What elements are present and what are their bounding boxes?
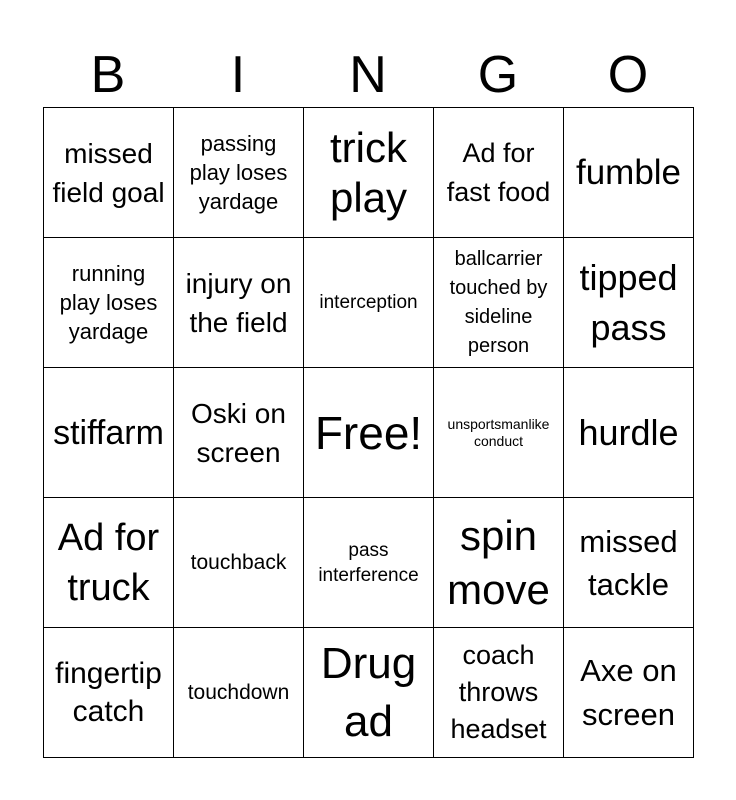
bingo-cell[interactable]: coach throws headset bbox=[434, 628, 564, 758]
bingo-grid bbox=[43, 107, 694, 758]
bingo-header bbox=[43, 42, 693, 108]
grid-row bbox=[44, 498, 694, 628]
header-letter-o: O bbox=[607, 46, 649, 104]
bingo-cell[interactable]: trick play bbox=[304, 108, 434, 238]
bingo-cell[interactable]: tipped pass bbox=[564, 238, 694, 368]
bingo-cell[interactable]: spin move bbox=[434, 498, 564, 628]
bingo-cell[interactable]: missed tackle bbox=[564, 498, 694, 628]
bingo-cell[interactable]: touchdown bbox=[174, 628, 304, 758]
bingo-cell[interactable]: stiffarm bbox=[44, 368, 174, 498]
bingo-cell[interactable]: fingertip catch bbox=[44, 628, 174, 758]
grid-row bbox=[44, 238, 694, 368]
bingo-cell[interactable]: pass interference bbox=[304, 498, 434, 628]
bingo-cell[interactable]: Oski on screen bbox=[174, 368, 304, 498]
bingo-cell[interactable]: hurdle bbox=[564, 368, 694, 498]
header-letter-i: I bbox=[230, 46, 246, 104]
grid-row bbox=[44, 108, 694, 238]
header-letter-g: G bbox=[477, 46, 519, 104]
bingo-cell[interactable]: Axe on screen bbox=[564, 628, 694, 758]
bingo-cell[interactable]: interception bbox=[304, 238, 434, 368]
bingo-cell[interactable]: injury on the field bbox=[174, 238, 304, 368]
bingo-cell[interactable]: Ad for truck bbox=[44, 498, 174, 628]
bingo-cell[interactable]: missed field goal bbox=[44, 108, 174, 238]
bingo-cell[interactable]: unsportsmanlike conduct bbox=[434, 368, 564, 498]
header-letter-b: B bbox=[90, 46, 126, 104]
bingo-cell[interactable]: passing play loses yardage bbox=[174, 108, 304, 238]
bingo-cell[interactable]: touchback bbox=[174, 498, 304, 628]
bingo-cell[interactable]: ballcarrier touched by sideline person bbox=[434, 238, 564, 368]
grid-row bbox=[44, 628, 694, 758]
header-letter-n: N bbox=[349, 46, 387, 104]
grid-row bbox=[44, 368, 694, 498]
bingo-cell[interactable]: Ad for fast food bbox=[434, 108, 564, 238]
bingo-cell[interactable]: running play loses yardage bbox=[44, 238, 174, 368]
bingo-cell free-space: Free! bbox=[304, 368, 434, 498]
bingo-cell[interactable]: fumble bbox=[564, 108, 694, 238]
bingo-cell[interactable]: Drug ad bbox=[304, 628, 434, 758]
